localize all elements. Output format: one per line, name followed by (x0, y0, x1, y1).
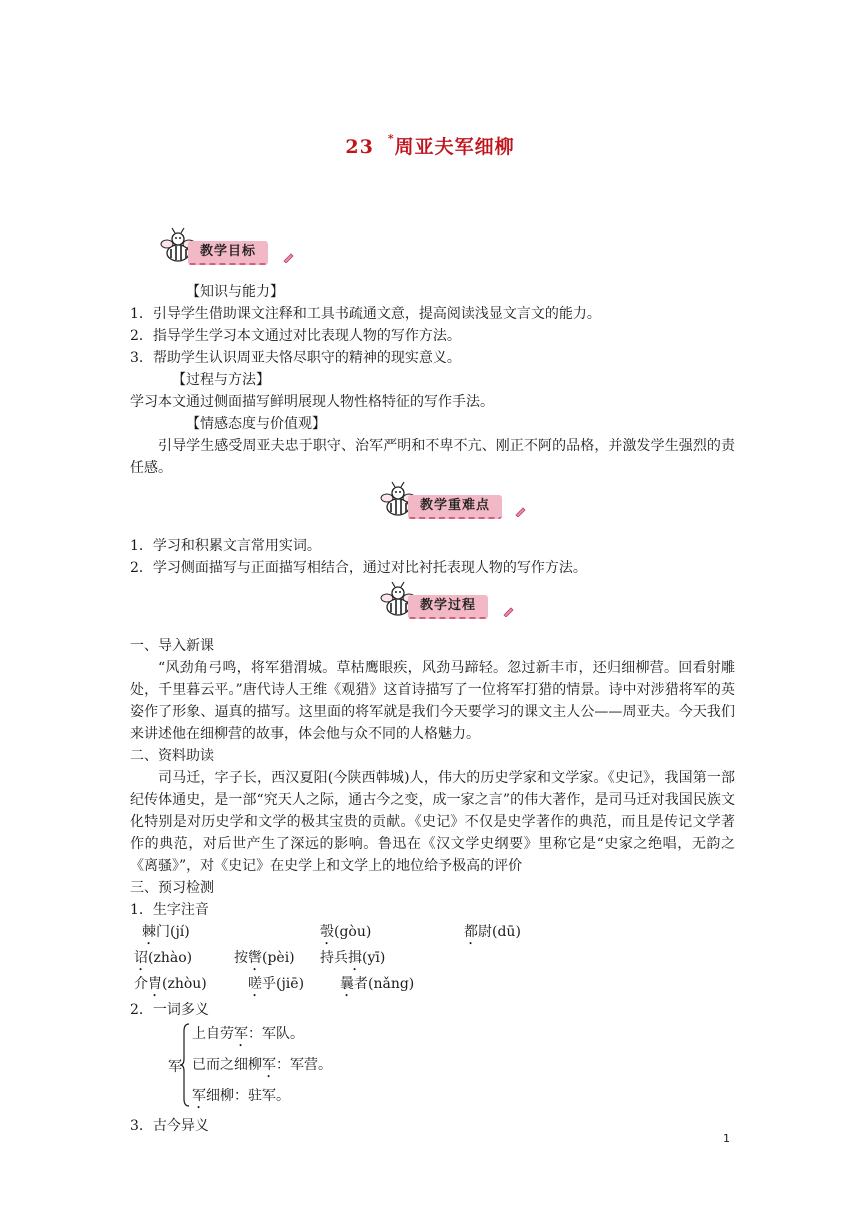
pinyin-item: 棘门(jí) (142, 924, 190, 940)
goals-banner (158, 227, 735, 277)
pinyin-row (130, 947, 735, 973)
lesson-number: 23 (345, 136, 374, 158)
polysemy-head: 军 (168, 1059, 182, 1075)
keys-item-1: 1．学习和积累文言常用实词。 (130, 538, 321, 554)
process-section-1-text: “风劲角弓鸣，将军猎渭城。草枯鹰眼疾，风劲马蹄轻。忽过新丰市，还归细柳营。回看射雕处，千里暮云平。”唐代诗人王维《观猎》这首诗描写了一位将军打猎的情景。诗中对涉猎将军的英姿作了形象、逼真的描写。这里面的将军就是我们今天要学习的课文主人公——周亚夫。今天我们来讲述他在细柳营的故事，体会他与众不同的人格魅力。 (130, 660, 735, 742)
process-banner (378, 581, 735, 631)
process-section-2-text: 司马迁，字子长，西汉夏阳(今陕西韩城)人，伟大的历史学家和文学家。《史记》，我国第一部纪传体通史，是一部“究天人之际，通古今之变，成一家之言”的伟大著作，是司马迁对我国民族文化特别是对历史学和文学的极其宝贵的贡献。《史记》不仅是史学著作的典范，而且是传记文学著作的典范，对后世产生了深远的影响。鲁迅在《汉文学史纲要》里称它是“史家之绝唱，无韵之《离骚》”，对《史记》在史学上和文学上的地位给予极高的评价 (130, 770, 735, 874)
pencil-icon (514, 505, 526, 517)
process-section-3: 三、预习检测 (130, 880, 214, 896)
pinyin-item: 按辔(pèi) (234, 950, 295, 966)
goals-heading-knowledge: 【知识与能力】 (186, 284, 284, 300)
polysemy-item: 军细柳：驻军。 (192, 1088, 290, 1104)
pinyin-item: 诏(zhào) (134, 950, 193, 966)
goals-banner-label: 教学目标 (188, 241, 268, 265)
pinyin-item: 持兵揖(yī) (320, 950, 386, 966)
goals-item-1: 1．引导学生借助课文注释和工具书疏通文意，提高阅读浅显文言文的能力。 (130, 306, 601, 322)
title-mark: * (387, 132, 395, 145)
keys-item-2: 2．学习侧面描写与正面描写相结合，通过对比衬托表现人物的写作方法。 (130, 560, 587, 576)
goals-heading-process: 【过程与方法】 (172, 372, 270, 388)
page-title (0, 132, 860, 159)
goals-heading-emotion: 【情感态度与价值观】 (186, 416, 326, 432)
goals-item-2: 2．指导学生学习本文通过对比表现人物的写作方法。 (130, 328, 461, 344)
keys-banner-label: 教学重难点 (408, 495, 502, 519)
page-number: 1 (723, 1132, 730, 1145)
polysemy-item: 已而之细柳军：军营。 (192, 1057, 332, 1073)
pinyin-item: 介胄(zhòu) (134, 976, 207, 992)
goals-process-text: 学习本文通过侧面描写鲜明展现人物性格特征的写作手法。 (130, 394, 494, 410)
process-section-2: 二、资料助读 (130, 748, 214, 764)
process-banner-label: 教学过程 (408, 595, 488, 619)
brace-icon (180, 1023, 190, 1107)
lesson-title: 周亚夫军细柳 (394, 136, 515, 158)
process-section-1: 一、导入新课 (130, 638, 214, 654)
pinyin-row (130, 973, 735, 999)
goals-emotion-text: 引导学生感受周亚夫忠于职守、治军严明和不卑不亢、刚正不阿的品格，并激发学生强烈的责任感。 (130, 438, 735, 476)
process-section-3-1: 1．生字注音 (130, 902, 209, 918)
pinyin-item: 都尉(dū) (464, 924, 521, 940)
polysemy-item: 上自劳军：军队。 (192, 1026, 304, 1042)
pencil-icon (502, 605, 514, 617)
keys-banner (378, 481, 735, 531)
pencil-icon (282, 251, 294, 263)
polysemy-group (130, 1023, 735, 1111)
pinyin-item: 彀(gòu) (320, 924, 372, 940)
process-section-3-3: 3．古今异义 (130, 1118, 209, 1134)
pinyin-item: 曩者(nǎng) (340, 976, 415, 992)
process-section-3-2: 2．一词多义 (130, 1002, 209, 1018)
pinyin-item: 嗟乎(jiē) (248, 976, 305, 992)
goals-item-3: 3．帮助学生认识周亚夫恪尽职守的精神的现实意义。 (130, 350, 461, 366)
document-body (130, 225, 735, 1137)
pinyin-row (130, 921, 735, 947)
